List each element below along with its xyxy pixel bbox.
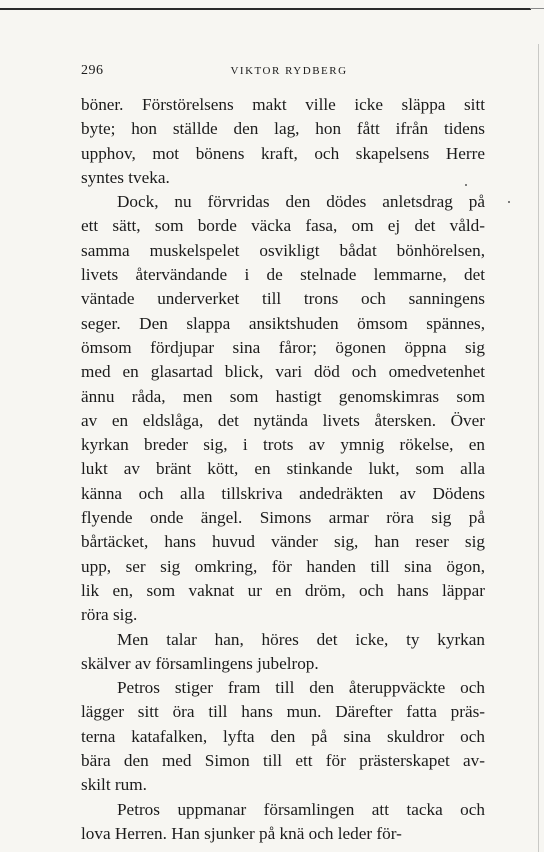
text-line: kyrkan breder sig, i trots av ymnig rökelse, en: [81, 435, 485, 455]
text-line: upp, ser sig omkring, för handen till sina ögon,: [81, 556, 485, 576]
text-line: ömsom fördjupar sina fåror; ögonen öppna sig: [81, 337, 485, 357]
text-line: väntade underverket till trons och sanningens: [81, 289, 485, 309]
text-line: böner. Förstörelsens makt ville icke släppa sitt: [81, 95, 485, 114]
top-rule-tail: [530, 8, 544, 9]
paragraph: [81, 190, 485, 627]
text-line: lägger sitt öra till hans mun. Därefter fatta präs-: [81, 702, 485, 722]
text-line: med en glasartad blick, vari död och omedvetenhet: [81, 362, 485, 382]
text-line: Petros uppmanar församlingen att tacka och: [117, 799, 485, 819]
text-line: känna och alla tillskriva andedräkten av Dödens: [81, 483, 485, 503]
text-line: lova Herren. Han sjunker på knä och leder för-: [81, 823, 402, 843]
text-line: seger. Den slappa ansiktshuden ömsom spännes,: [81, 313, 485, 333]
text-line: ännu råda, men som hastigt genomskimras som: [81, 386, 485, 406]
text-line: skilt rum.: [81, 775, 147, 795]
text-line: ett sätt, som borde väcka fasa, om ej det våld-: [81, 216, 485, 236]
text-line: Dock, nu förvridas den dödes anletsdrag på: [117, 192, 485, 212]
page-edge-line: [538, 44, 539, 852]
text-line: skälver av församlingens jubelrop.: [81, 653, 319, 673]
text-line: lik en, som vaknat ur en dröm, och hans läppar: [81, 580, 485, 600]
text-line: livets återvändande i de stelnade lemmarne, det: [81, 265, 485, 285]
text-line: av en eldslåga, det nytända livets återsken. Över: [81, 410, 485, 430]
text-line: bårtäcket, hans huvud vänder sig, han reser sig: [81, 532, 485, 552]
body-text: [81, 93, 485, 846]
paragraph: [81, 628, 485, 677]
text-line: lukt av bränt kött, en stinkande lukt, som alla: [81, 459, 485, 479]
page-number: 296: [81, 63, 104, 78]
text-line: terna katafalken, lyfta den på sina skuldror och: [81, 726, 485, 746]
text-line: röra sig.: [81, 605, 138, 625]
text-line: byte; hon ställde den lag, hon fått ifrån tidens: [81, 119, 485, 139]
top-rule: [0, 8, 531, 10]
text-line: samma muskelspelet osvikligt bådat bönhörelsen,: [81, 240, 485, 260]
page-header: [81, 63, 485, 83]
text-line: Petros stiger fram till den återuppväckte och: [117, 678, 485, 698]
print-speck: [465, 184, 467, 186]
text-line: syntes tveka.: [81, 167, 170, 187]
text-line: flyende onde ängel. Simons armar röra sig på: [81, 508, 485, 528]
text-line: Men talar han, höres det icke, ty kyrkan: [117, 629, 485, 649]
text-line: bära den med Simon till ett för prästerskapet av-: [81, 751, 485, 771]
paragraph: [81, 676, 485, 797]
print-speck: [508, 201, 510, 203]
paragraph: [81, 798, 485, 847]
paragraph: [81, 93, 485, 190]
text-line: upphov, mot bönens kraft, och skapelsens Herre: [81, 143, 485, 163]
running-head: VIKTOR RYDBERG: [230, 65, 348, 77]
